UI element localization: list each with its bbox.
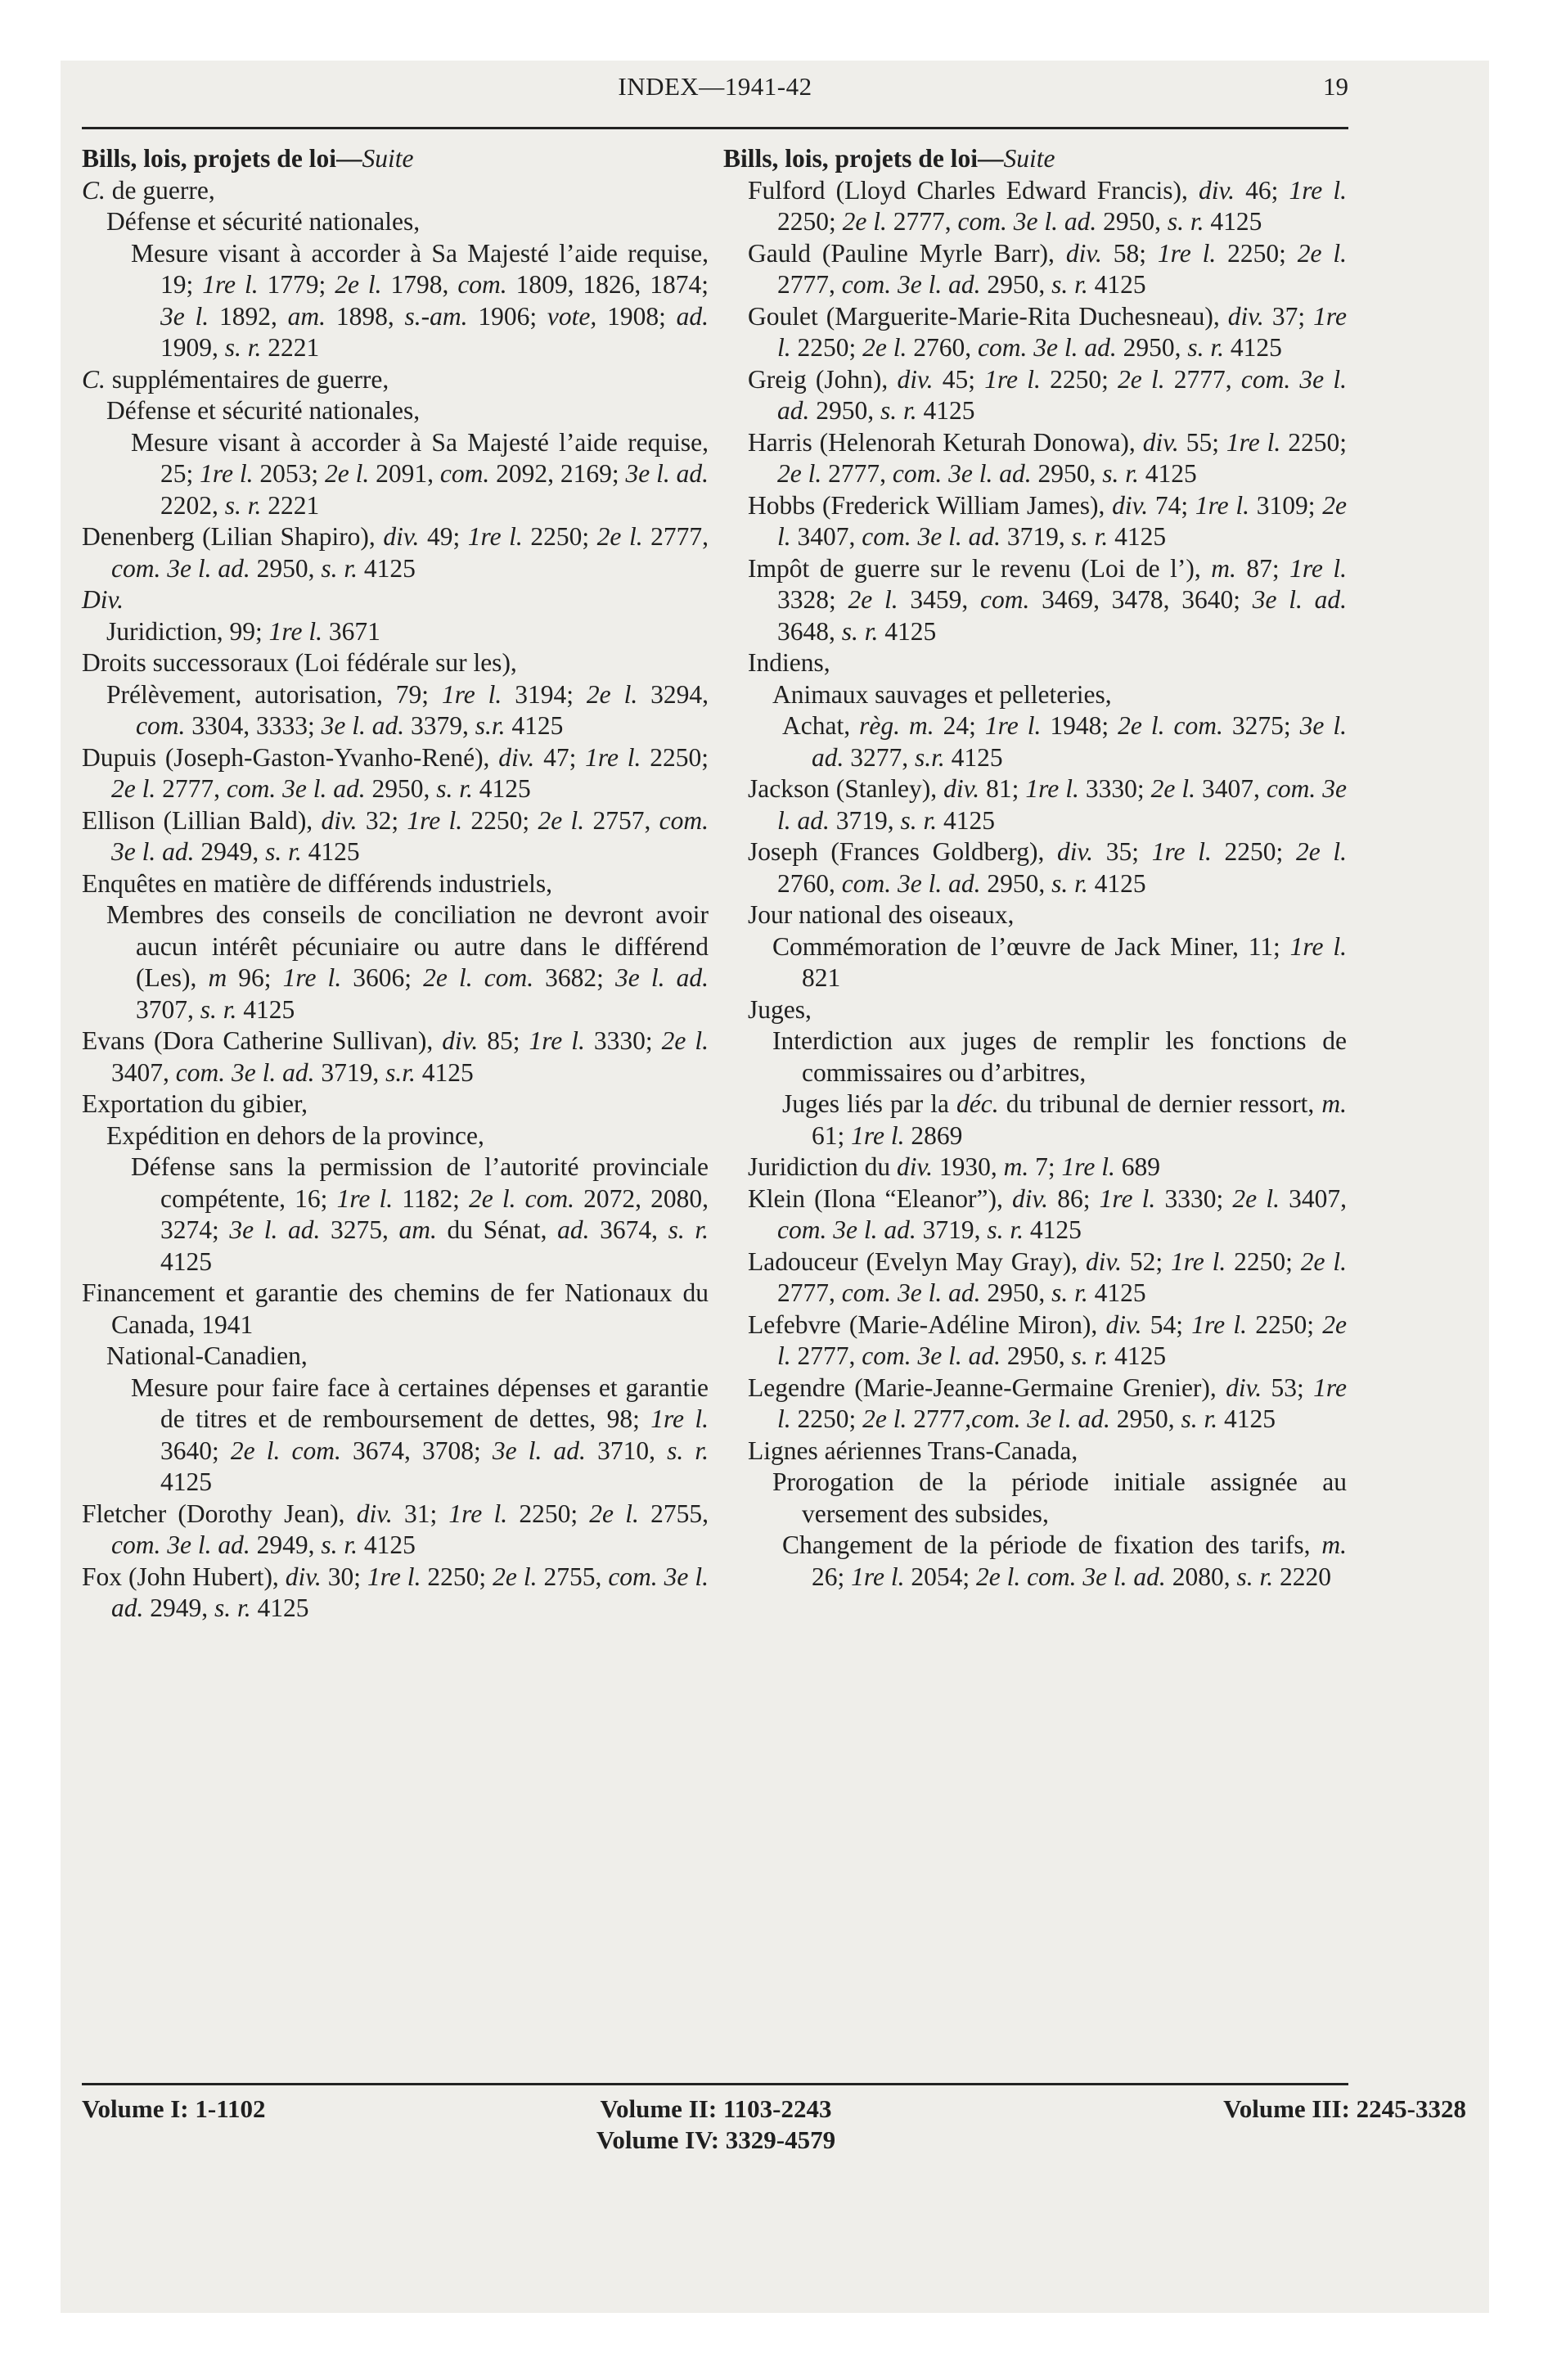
- index-entry: Défense et sécurité nationales,: [106, 396, 421, 425]
- index-entry: C. supplémentaires de guerre,: [82, 364, 389, 394]
- index-entry: Harris (Helenorah Keturah Donowa), div. 55; 1re l. 2250; 2e l. 2777, com. 3e l. ad. 2950, s. r. 4125: [748, 427, 1347, 488]
- index-entry: Financement et garantie des chemins de fer Nationaux du Canada, 1941: [82, 1278, 709, 1339]
- footer-volume-2: Volume II: 1103-2243: [600, 2094, 832, 2123]
- index-entry: Défense et sécurité nationales,: [106, 207, 421, 236]
- index-entry: Hobbs (Frederick William James), div. 74; 1re l. 3109; 2e l. 3407, com. 3e l. ad. 3719, s. r. 4125: [748, 490, 1347, 551]
- running-head: INDEX—1941-42: [618, 72, 812, 101]
- index-entry: Exportation du gibier,: [82, 1089, 308, 1118]
- right-column: [723, 143, 1347, 1593]
- footer-volume-1: Volume I: 1-1102: [82, 2094, 266, 2123]
- index-entry: Mesure visant à accorder à Sa Majesté l’aide requise, 25; 1re l. 2053; 2e l. 2091, com. 2092, 2169; 3e l. ad. 2202, s. r. 2221: [131, 427, 709, 520]
- index-entry: Défense sans la permission de l’autorité provinciale compétente, 16; 1re l. 1182; 2e l. com. 2072, 2080, 3274; 3e l. ad. 3275, am. du Sénat, ad. 3674, s. r. 4125: [131, 1152, 709, 1276]
- index-entry: Jackson (Stanley), div. 81; 1re l. 3330; 2e l. 3407, com. 3e l. ad. 3719, s. r. 4125: [748, 774, 1348, 835]
- index-entry: Juges liés par la déc. du tribunal de dernier ressort, m. 61; 1re l. 2869: [782, 1089, 1347, 1150]
- index-entry: Div.: [82, 585, 124, 614]
- index-entry: Membres des conseils de conciliation ne devront avoir aucun intérêt pécuniaire ou autre dans le différend (Les), m 96; 1re l. 3606; 2e l. com. 3682; 3e l. ad. 3707, s. r. 4125: [106, 900, 709, 1024]
- index-entry: Legendre (Marie-Jeanne-Germaine Grenier), div. 53; 1re l. 2250; 2e l. 2777,com. 3e l. ad. 2950, s. r. 4125: [748, 1373, 1347, 1433]
- index-entry: C. de guerre,: [82, 175, 215, 205]
- page-number: 19: [1323, 72, 1348, 101]
- index-entry: Klein (Ilona “Eleanor”), div. 86; 1re l. 3330; 2e l. 3407, com. 3e l. ad. 3719, s. r. 4125: [748, 1183, 1348, 1244]
- index-entry: Fox (John Hubert), div. 30; 1re l. 2250; 2e l. 2755, com. 3e l. ad. 2949, s. r. 4125: [82, 1562, 709, 1622]
- index-entry: Denenberg (Lilian Shapiro), div. 49; 1re l. 2250; 2e l. 2777, com. 3e l. ad. 2950, s. r. 4125: [82, 522, 709, 583]
- index-entry: Prélèvement, autorisation, 79; 1re l. 3194; 2e l. 3294, com. 3304, 3333; 3e l. ad. 3379, s.r. 4125: [106, 679, 709, 740]
- index-entry: Droits successoraux (Loi fédérale sur les),: [82, 648, 517, 677]
- index-entry: Changement de la période de fixation des tarifs, m. 26; 1re l. 2054; 2e l. com. 3e l. ad. 2080, s. r. 2220: [782, 1530, 1347, 1591]
- index-entry: Achat, règ. m. 24; 1re l. 1948; 2e l. com. 3275; 3e l. ad. 3277, s.r. 4125: [782, 711, 1347, 772]
- footer-volume-3: Volume III: 2245-3328: [1223, 2094, 1466, 2123]
- index-entry: Dupuis (Joseph-Gaston-Yvanho-René), div. 47; 1re l. 2250; 2e l. 2777, com. 3e l. ad. 2950, s. r. 4125: [82, 742, 709, 803]
- footer-rule: [82, 2083, 1348, 2085]
- index-entry: Enquêtes en matière de différends industriels,: [82, 868, 552, 898]
- index-entry: Jour national des oiseaux,: [748, 900, 1015, 929]
- index-entry: Animaux sauvages et pelleteries,: [772, 679, 1112, 709]
- index-entry: Commémoration de l’œuvre de Jack Miner, 11; 1re l. 821: [772, 931, 1347, 992]
- index-entry: Bills, lois, projets de loi—Suite: [723, 144, 1055, 173]
- index-entry: Ladouceur (Evelyn May Gray), div. 52; 1re l. 2250; 2e l. 2777, com. 3e l. ad. 2950, s. r. 4125: [748, 1246, 1347, 1307]
- index-entry: Gauld (Pauline Myrle Barr), div. 58; 1re l. 2250; 2e l. 2777, com. 3e l. ad. 2950, s. r. 4125: [748, 238, 1347, 299]
- index-entry: Joseph (Frances Goldberg), div. 35; 1re l. 2250; 2e l. 2760, com. 3e l. ad. 2950, s. r. 4125: [748, 837, 1347, 898]
- index-entry: Fletcher (Dorothy Jean), div. 31; 1re l. 2250; 2e l. 2755, com. 3e l. ad. 2949, s. r. 4125: [82, 1499, 709, 1559]
- page-header: [82, 72, 1348, 121]
- index-entry: Juridiction, 99; 1re l. 3671: [106, 616, 380, 646]
- index-entry: National-Canadien,: [106, 1341, 308, 1370]
- index-entry: Juridiction du div. 1930, m. 7; 1re l. 689: [748, 1152, 1160, 1181]
- index-entry: Lefebvre (Marie-Adéline Miron), div. 54; 1re l. 2250; 2e l. 2777, com. 3e l. ad. 2950, s. r. 4125: [748, 1309, 1348, 1370]
- index-entry: Indiens,: [748, 648, 830, 677]
- index-entry: Interdiction aux juges de remplir les fonctions de commissaires ou d’arbitres,: [772, 1026, 1347, 1087]
- index-entry: Juges,: [748, 994, 812, 1024]
- footer-volume-2-4: [581, 2094, 851, 2156]
- index-entry: Greig (John), div. 45; 1re l. 2250; 2e l. 2777, com. 3e l. ad. 2950, s. r. 4125: [748, 364, 1347, 425]
- index-entry: Evans (Dora Catherine Sullivan), div. 85; 1re l. 3330; 2e l. 3407, com. 3e l. ad. 3719, s.r. 4125: [82, 1026, 709, 1087]
- left-column: [82, 143, 709, 1625]
- index-entry: Mesure visant à accorder à Sa Majesté l’aide requise, 19; 1re l. 1779; 2e l. 1798, com. 1809, 1826, 1874; 3e l. 1892, am. 1898, s.-am. 1906; vote, 1908; ad. 1909, s. r. 2221: [131, 238, 709, 362]
- index-entry: Expédition en dehors de la province,: [106, 1120, 484, 1150]
- index-entry: Mesure pour faire face à certaines dépenses et garantie de titres et de remboursement de dettes, 98; 1re l. 3640; 2e l. com. 3674, 3708; 3e l. ad. 3710, s. r. 4125: [131, 1373, 709, 1496]
- index-entry: Impôt de guerre sur le revenu (Loi de l’), m. 87; 1re l. 3328; 2e l. 3459, com. 3469, 3478, 3640; 3e l. ad. 3648, s. r. 4125: [748, 553, 1348, 646]
- header-rule: [82, 127, 1348, 129]
- footer-volume-4: Volume IV: 3329-4579: [596, 2125, 836, 2154]
- index-entry: Goulet (Marguerite-Marie-Rita Duchesneau), div. 37; 1re l. 2250; 2e l. 2760, com. 3e l. ad. 2950, s. r. 4125: [748, 301, 1347, 362]
- index-entry: Ellison (Lillian Bald), div. 32; 1re l. 2250; 2e l. 2757, com. 3e l. ad. 2949, s. r. 4125: [82, 805, 709, 866]
- index-entry: Bills, lois, projets de loi—Suite: [82, 144, 414, 173]
- index-entry: Lignes aériennes Trans-Canada,: [748, 1436, 1078, 1465]
- index-entry: Fulford (Lloyd Charles Edward Francis), div. 46; 1re l. 2250; 2e l. 2777, com. 3e l. ad. 2950, s. r. 4125: [748, 175, 1347, 236]
- index-entry: Prorogation de la période initiale assignée au versement des subsides,: [772, 1467, 1347, 1528]
